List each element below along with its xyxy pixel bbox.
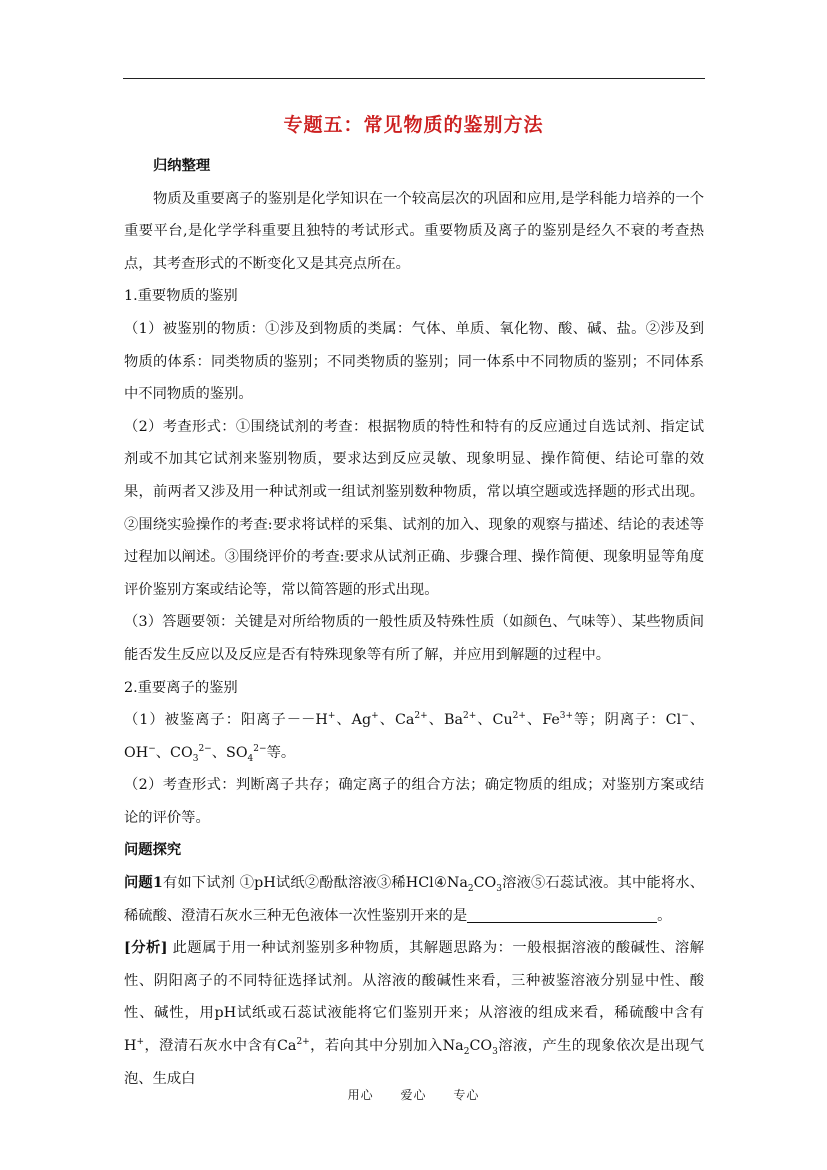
ion-oh: OH [124,744,149,761]
section1-title: 1.重要物质的鉴别 [124,288,238,305]
analysis-text: CO [469,1038,493,1055]
heading-summary: 归纳整理 [153,158,211,174]
subscript: 4 [247,753,254,764]
subscript: 3 [192,753,199,764]
analysis-paragraph [124,932,704,1095]
question-label: 问题1 [124,875,163,892]
section1-paragraph-3: （3）答题要领：关键是对所给物质的一般性质及特殊性质（如颜色、气味等）、某些物质间能否发生反应以及反应是否有特殊现象等有所了解，并应用到解题的过程中。 [124,614,704,663]
ion-charge: + [371,711,379,722]
anions-lead: 等；阴离子：Cl [573,712,682,729]
ion-charge: 2+ [414,711,428,722]
section1-paragraph-1: （1）被鉴别的物质：①涉及到物质的类属：气体、单质、氧化物、酸、碱、盐。②涉及到物质的体系：同类物质的鉴别；不同类物质的鉴别；同一体系中不同物质的鉴别；不同体系中不同物质的鉴别。 [124,320,704,403]
ion-fe: Fe [542,712,560,729]
ions-end: 等。 [266,744,296,761]
section1-paragraph-2: （2）考查形式：①围绕试剂的考查：根据物质的特性和特有的反应通过自选试剂、指定试剂或不加其它试剂来鉴别物质，要求达到反应灵敏、现象明显、操作简便、结论可靠的效果，前两者又涉及用一种试剂或一组试剂鉴别数种物质，常以填空题或选择题的形式出现。 ②围绕实验操作的考查:要求将试样的采集、试剂的加入、现象的观察与描述、结论的表述等过程加以阐述。③围绕评价的考查:要求从试剂正确、步骤合理、操作简便、现象明显等角度评价鉴别方案或结论等，常以简答题的形式出现。 [124,418,705,598]
ion-charge: 2+ [512,711,526,722]
separator: 、 [688,712,705,729]
ion-ag: Ag [351,712,372,729]
separator: 、 [476,712,493,729]
footer-word-3: 专心 [453,1088,480,1102]
ion-charge: 2+ [462,711,477,722]
intro-paragraph: 物质及重要离子的鉴别是化学知识在一个较高层次的巩固和应用,是学科能力培养的一个重要平台,是化学学科重要且独特的考试形式。重要物质及离子的鉴别是经久不衰的考查热点，其考查形式的不断变化又是其亮点所在。 [124,190,704,272]
footer-word-1: 用心 [347,1088,374,1102]
question-end: 。 [657,907,672,924]
ion-charge: + [136,1037,145,1048]
document-body [124,150,704,1095]
separator: 、 [427,712,444,729]
question-text: 溶液⑤石蕊试液。其中能将水、稀硫酸、澄清石灰水三种无色液体一次性鉴别开来的是 [124,875,704,924]
separator: 、 [335,712,352,729]
ion-so4: SO [226,744,248,761]
separator: 、 [211,744,227,761]
analysis-text: 此题属于用一种试剂鉴别多种物质，其解题思路为：一般根据溶液的酸碱性、溶解性、阴阳离子的不同特征选择试剂。从溶液的酸碱性来看，三种被鉴溶液分别显中性、酸性、碱性，用pH试纸或石蕊试液能将它们鉴别开来；从溶液的组成来看，稀硫酸中含有H [124,940,705,1055]
question-text: CO [473,875,497,892]
separator: 、 [378,712,395,729]
analysis-text: ，澄清石灰水中含有Ca [144,1038,297,1055]
answer-blank[interactable] [467,906,657,923]
ion-co3: CO [170,744,193,761]
subscript: 3 [496,883,503,894]
ion-charge: − [148,743,156,754]
ion-charge: 2− [198,743,212,754]
analysis-label: [分析] [124,940,168,957]
page-footer [0,1086,827,1103]
analysis-text: 溶液，产生的现象依次是出现气泡、生成白 [124,1038,704,1087]
subscript: 2 [463,1046,470,1057]
question-1 [124,867,704,932]
analysis-text: ，若向其中分别加入Na [309,1038,464,1055]
ion-ca: Ca [394,712,415,729]
ion-charge: 3+ [559,711,574,722]
ion-ba: Ba [443,712,463,729]
section2-paragraph-2: （2）考查形式：判断离子共存；确定离子的组合方法；确定物质的组成；对鉴别方案或结论的评价等。 [124,777,704,826]
section2-ions-paragraph [124,704,704,769]
footer-word-2: 爱心 [400,1088,427,1102]
ion-charge: 2− [253,743,267,754]
ion-charge: 2+ [296,1037,310,1048]
ions-lead: （1）被鉴离子：阳离子－－H [124,712,328,729]
subscript: 3 [492,1046,498,1057]
ion-charge: + [327,711,336,722]
subscript: 2 [467,883,474,894]
header-rule [123,78,705,79]
heading-explore: 问题探究 [124,842,182,859]
question-text: 有如下试剂 ①pH试纸②酚酞溶液③稀HCl④Na [162,875,468,892]
section2-title: 2.重要离子的鉴别 [124,679,238,696]
ion-charge: − [681,711,689,722]
ion-cu: Cu [492,712,513,729]
page-title: 专题五：常见物质的鉴别方法 [283,114,544,136]
separator: 、 [155,744,171,761]
separator: 、 [525,712,543,729]
